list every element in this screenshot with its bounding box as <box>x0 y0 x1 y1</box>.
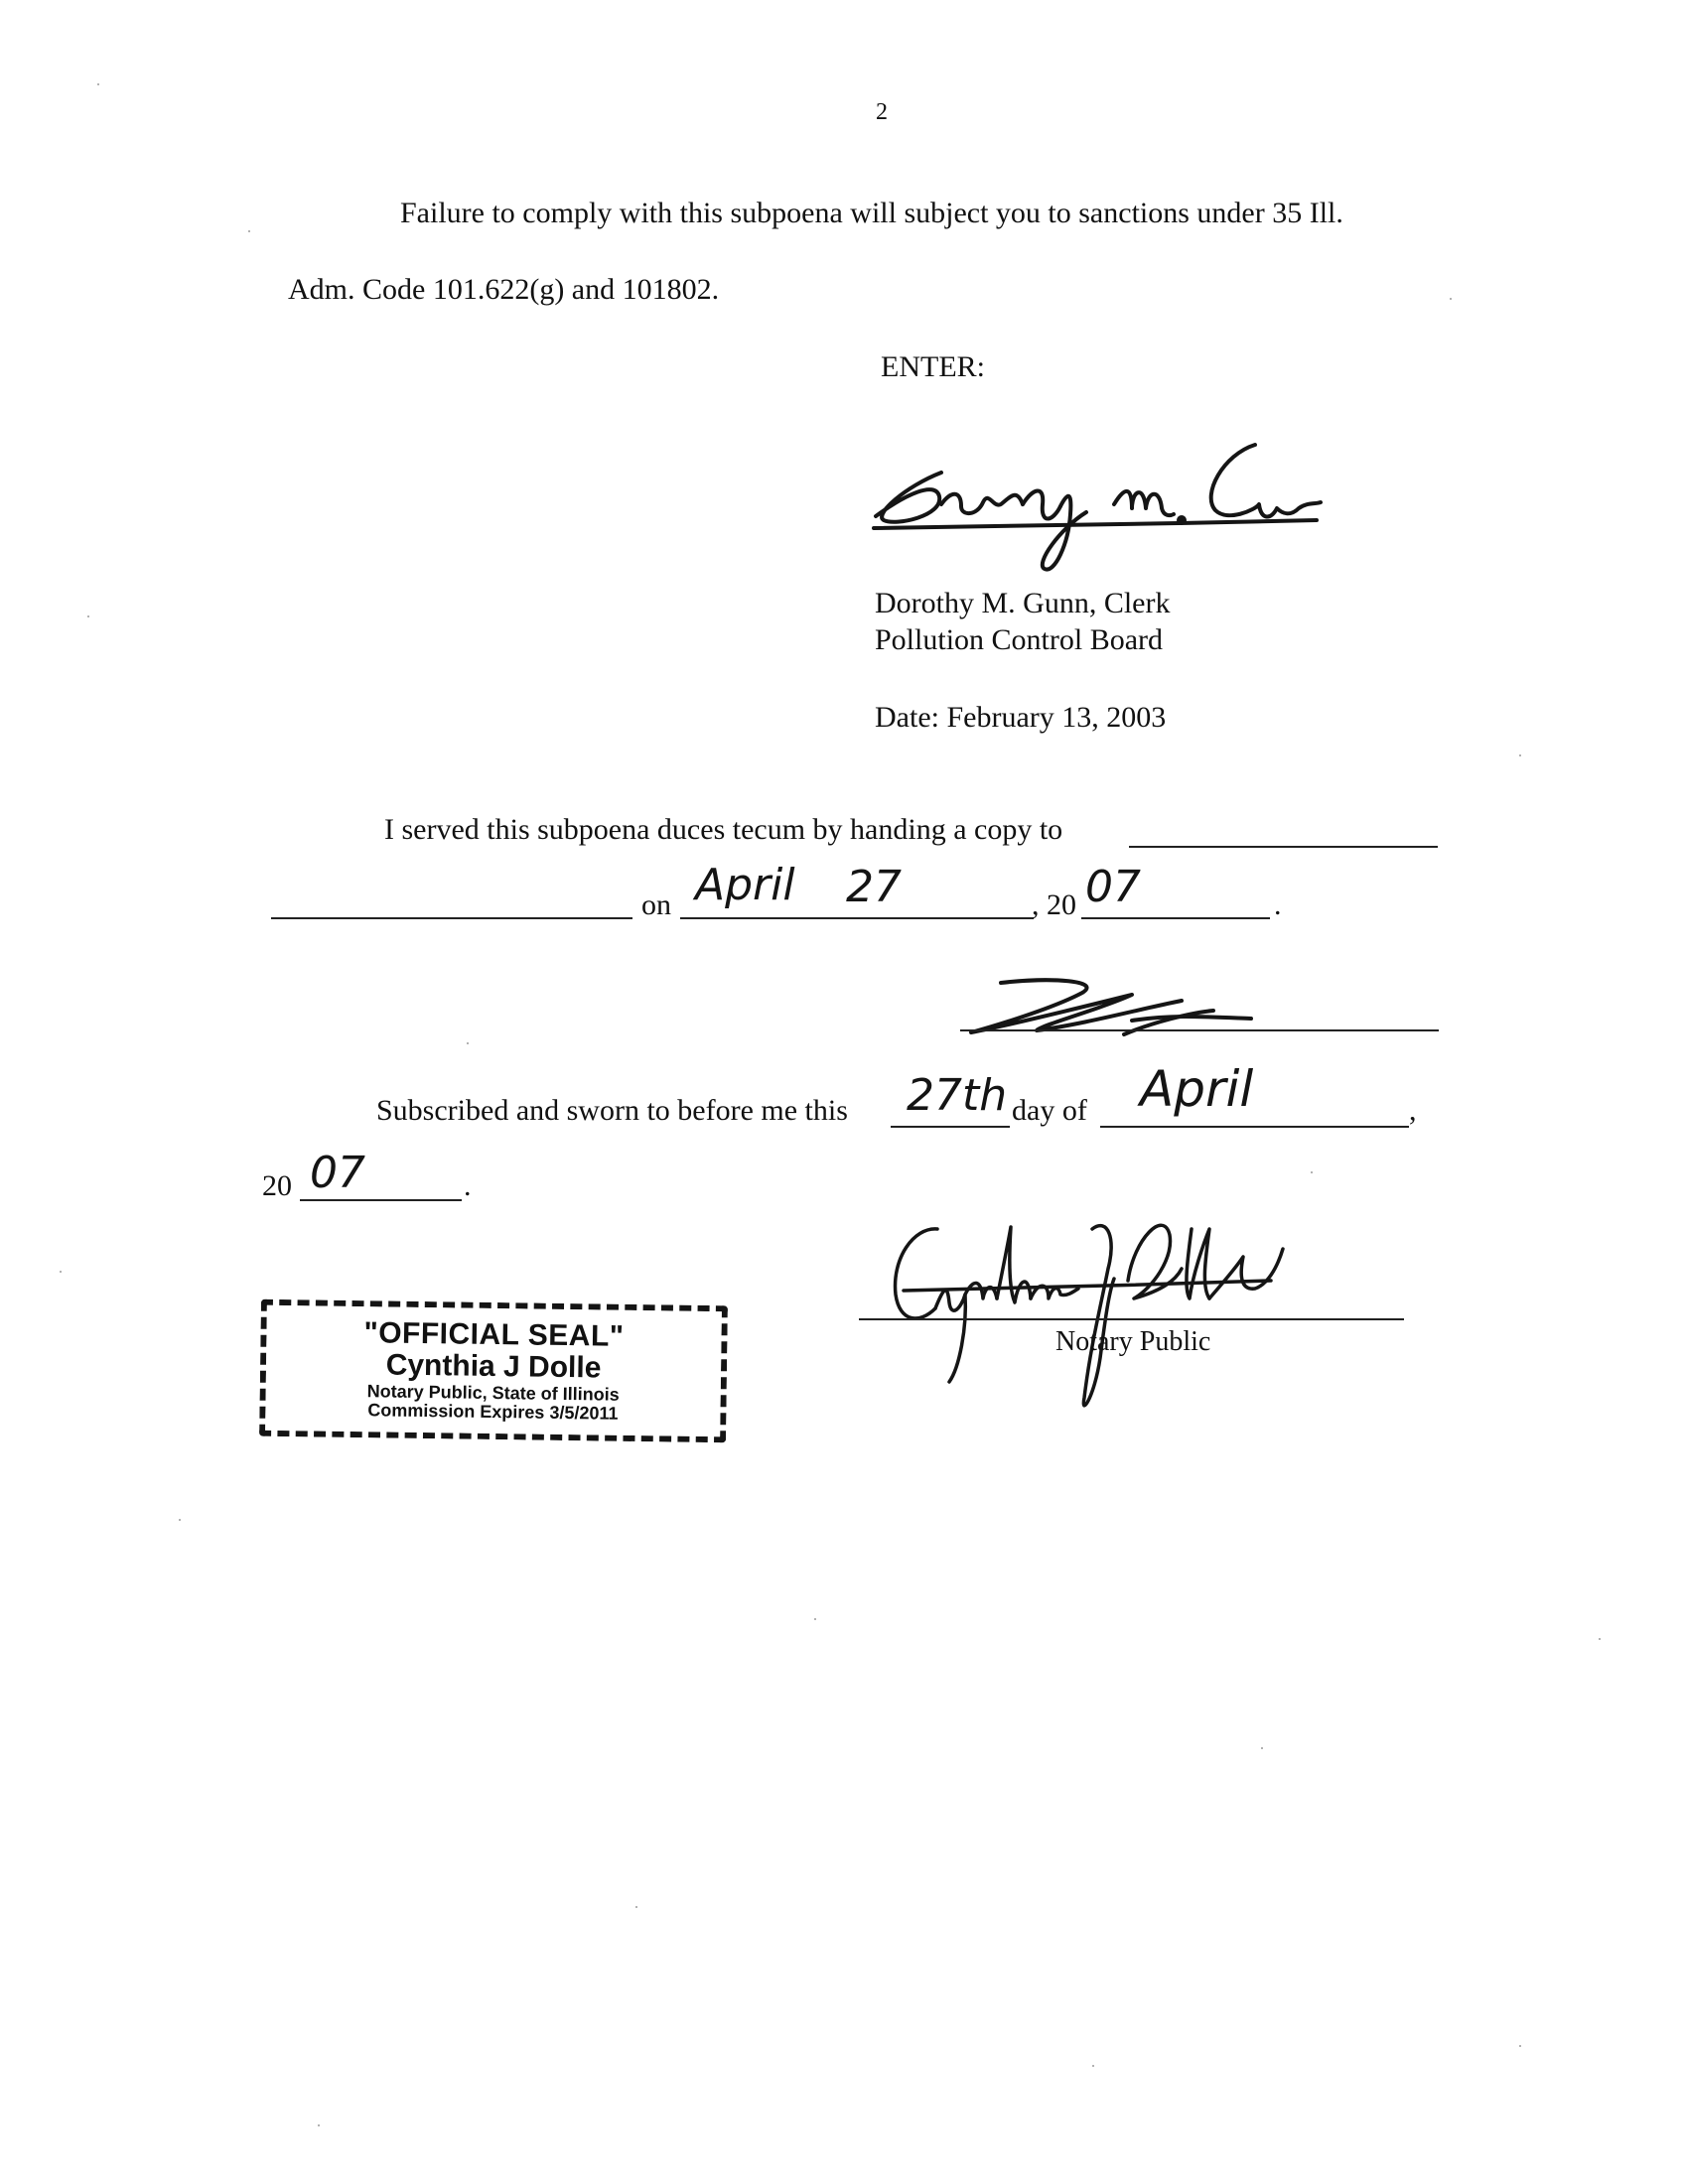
served-year-handwritten: 07 <box>1085 862 1141 912</box>
served-date-blank <box>680 917 1034 919</box>
sworn-month-handwritten: April <box>1140 1060 1254 1118</box>
notary-public-label: Notary Public <box>1055 1326 1211 1357</box>
sworn-comma: , <box>1409 1094 1417 1127</box>
page-number: 2 <box>876 99 888 125</box>
official-seal-stamp <box>259 1299 728 1443</box>
sworn-day-blank <box>891 1126 1010 1128</box>
seal-expiration: Commission Expires 3/5/2011 <box>367 1400 619 1424</box>
served-day-handwritten: 27 <box>846 862 902 912</box>
sworn-period: . <box>464 1169 472 1202</box>
clerk-organization: Pollution Control Board <box>875 623 1164 656</box>
clerk-signature <box>866 425 1323 589</box>
served-recipient-blank-2 <box>271 917 632 919</box>
sworn-day-of-label: day of <box>1012 1094 1087 1127</box>
seal-jurisdiction: Notary Public, State of Illinois <box>366 1381 620 1405</box>
served-statement: I served this subpoena duces tecum by handing a copy to <box>384 813 1063 846</box>
served-recipient-blank-1 <box>1129 846 1438 848</box>
served-on-label: on <box>641 888 671 921</box>
sanctions-paragraph-line2: Adm. Code 101.622(g) and 101802. <box>288 273 720 306</box>
served-period: . <box>1274 888 1282 921</box>
sworn-year-prefix: 20 <box>262 1169 292 1202</box>
clerk-signature-strokes <box>866 425 1323 589</box>
clerk-name-title: Dorothy M. Gunn, Clerk <box>875 587 1171 619</box>
notary-signature-line <box>859 1318 1404 1320</box>
served-year-blank <box>1081 917 1270 919</box>
sworn-year-blank <box>300 1199 462 1201</box>
enter-label: ENTER: <box>881 350 985 383</box>
seal-notary-name: Cynthia J Dolle <box>385 1348 602 1385</box>
server-signature-line <box>960 1029 1439 1031</box>
notary-signature <box>874 1199 1291 1416</box>
sworn-year-handwritten: 07 <box>310 1148 365 1198</box>
clerk-date: Date: February 13, 2003 <box>875 701 1167 734</box>
sworn-day-handwritten: 27th <box>907 1070 1008 1121</box>
served-month-handwritten: April <box>695 860 795 910</box>
served-year-prefix: , 20 <box>1032 888 1076 921</box>
sanctions-paragraph-line1: Failure to comply with this subpoena will subject you to sanctions under 35 Ill. <box>400 197 1343 229</box>
sworn-month-blank <box>1100 1126 1409 1128</box>
notary-signature-strokes <box>874 1199 1291 1416</box>
sworn-statement: Subscribed and sworn to before me this <box>376 1094 848 1127</box>
seal-title: "OFFICIAL SEAL" <box>363 1316 625 1353</box>
